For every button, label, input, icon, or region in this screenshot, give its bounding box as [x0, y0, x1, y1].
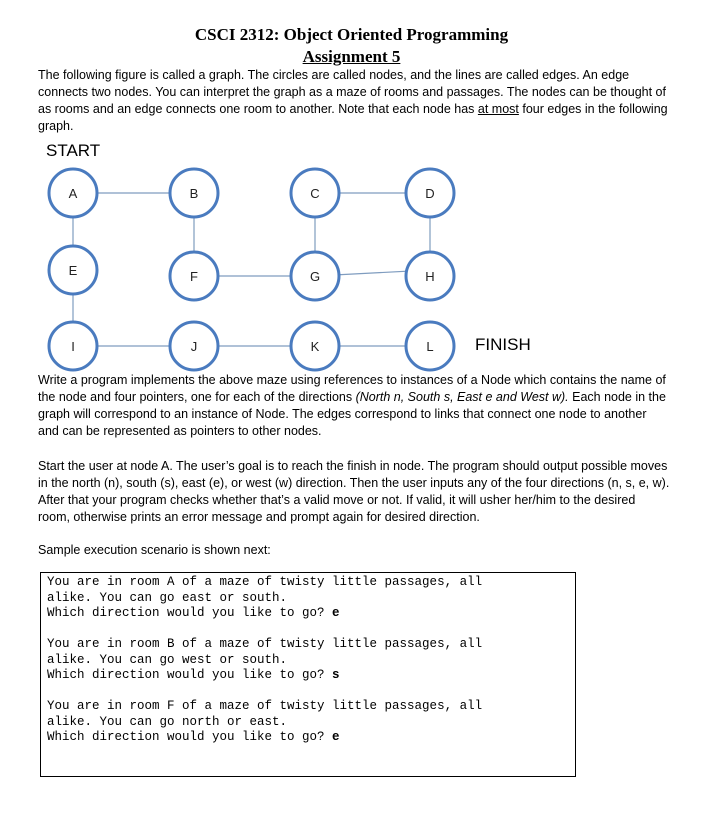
instructions-paragraph: Start the user at node A. The user’s goal is to reach the finish in node. The program should output possible moves in the north (n), south (s), east (e), or west (w) direction. Then the user inputs any of the four directions (n, s, e, w). After that your program checks whether that’s a valid move or not. If valid, it will usher her/him to the desired room, otherwise prints an error message and prompt again for desired direction. [38, 459, 670, 524]
user-input: e [332, 606, 340, 620]
code-line: alike. You can go west or south. [47, 652, 288, 667]
code-line: alike. You can go north or east. [47, 714, 288, 729]
code-line [47, 606, 569, 622]
node-h-label: H [425, 269, 435, 284]
finish-label: FINISH [475, 335, 531, 354]
code-line: You are in room A of a maze of twisty little passages, all [47, 575, 483, 589]
node-j-label: J [190, 339, 198, 354]
intro-emphasis: at most [477, 102, 519, 116]
sample-execution-box [40, 572, 576, 777]
node-b-label: B [189, 186, 199, 201]
assignment-title: Assignment 5 [302, 47, 401, 66]
intro-text-1: The following figure is called a graph. The circles are called nodes, and the lines are called edges. An edge connects two nodes. You can interpret the graph as a maze of rooms and passages. The nodes can be thought of as rooms and an edge connects one room to another. Note that each node has [38, 68, 666, 116]
node-e-label: E [68, 263, 78, 278]
node-k-label: K [310, 339, 320, 354]
course-title: CSCI 2312: Object Oriented Programming [194, 25, 509, 44]
task-directions: (North n, South s, East e and West w). [355, 390, 569, 404]
prompt-text: Which direction would you like to go? [47, 606, 333, 620]
node-i-label: I [71, 339, 75, 354]
node-c-label: C [310, 186, 320, 201]
code-line: You are in room B of a maze of twisty little passages, all [47, 637, 483, 651]
graph-edges [73, 193, 430, 346]
task-paragraph [38, 372, 670, 440]
node-a-label: A [68, 186, 78, 201]
code-line: alike. You can go east or south. [47, 590, 288, 605]
intro-text-2: four edges in the following graph. [38, 102, 668, 133]
task-text-2: Each node in the graph will correspond to an instance of Node. The edges correspond to links that connect one node to another and can be represented as pointers to other nodes. [38, 390, 666, 438]
node-d-label: D [425, 186, 435, 201]
user-input: s [332, 668, 340, 682]
prompt-text: Which direction would you like to go? [47, 730, 333, 744]
sample-intro: Sample execution scenario is shown next: [38, 543, 271, 557]
task-text-1: Write a program implements the above maze using references to instances of a Node which contains the name of the node and four pointers, one for each of the directions [38, 373, 666, 404]
code-line: You are in room F of a maze of twisty little passages, all [47, 699, 483, 713]
node-g-label: G [309, 269, 321, 284]
node-f-label: F [190, 269, 198, 284]
start-label: START [46, 141, 101, 160]
code-line [47, 668, 569, 684]
prompt-text: Which direction would you like to go? [47, 668, 333, 682]
code-line [47, 730, 569, 746]
user-input: e [332, 730, 340, 744]
node-l-label: L [426, 339, 434, 354]
